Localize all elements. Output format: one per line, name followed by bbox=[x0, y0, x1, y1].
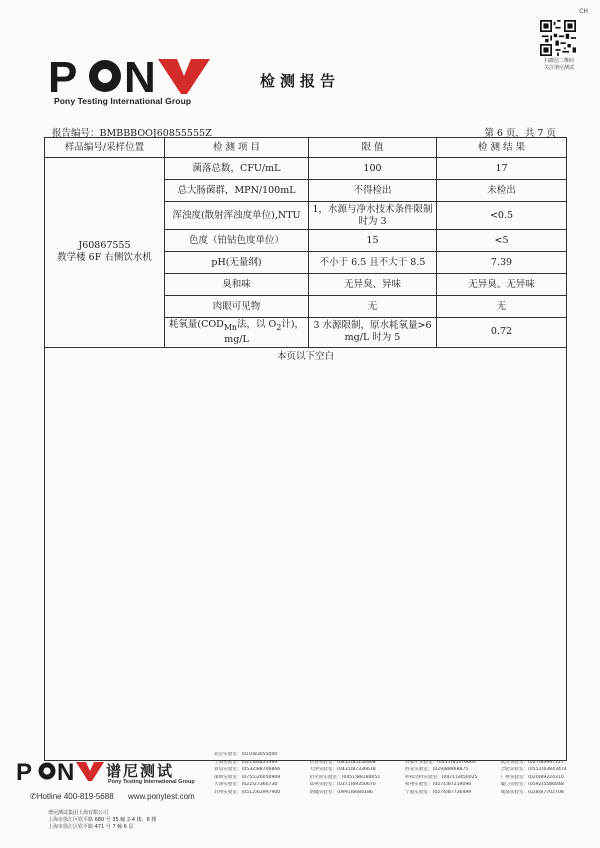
result-value: 7.39 bbox=[437, 252, 567, 274]
item-name-part: 耗氧量(COD bbox=[168, 319, 224, 330]
header-item: 检 测 项 目 bbox=[165, 138, 309, 158]
lab-entry: 深圳实验室：(0755)26050909 bbox=[214, 774, 281, 780]
hq-line: 上海市徐汇区钦平路 471 号 7 幢 6 层 bbox=[48, 824, 134, 830]
footer-brand-cn: 谱尼测试 bbox=[106, 762, 175, 780]
headquarters-address bbox=[48, 810, 156, 831]
item-name: pH(无量纲) bbox=[165, 252, 309, 274]
sample-id: J60867555 bbox=[78, 240, 131, 252]
svg-text:N: N bbox=[57, 760, 75, 782]
lab-entry: 青岛实验室：(0532)88706866 bbox=[214, 767, 281, 773]
footer-brand-en: Pony Testing International Group bbox=[108, 779, 195, 785]
phone-icon: ✆ bbox=[30, 792, 37, 801]
lab-entry: 北京实验室：(010)83055000 bbox=[214, 752, 278, 757]
lab-entry bbox=[501, 752, 597, 758]
lab-directory bbox=[214, 752, 596, 796]
blank-remark: 本页以下空白 bbox=[45, 347, 567, 760]
footer-pony-logo bbox=[16, 760, 106, 782]
lab-entry: 哈尔滨实验室：(0451)88184651 bbox=[309, 774, 381, 780]
item-name-part: 计)，mg/L bbox=[224, 319, 305, 345]
page-indicator: 第 6 页，共 7 页 bbox=[484, 128, 556, 139]
svg-text:P: P bbox=[48, 56, 77, 96]
item-name: 肉眼可见物 bbox=[165, 296, 309, 318]
result-value: <0.5 bbox=[437, 202, 567, 230]
limit-value: 不得检出 bbox=[309, 180, 437, 202]
lab-entry: 广州实验室：(020)89224310 bbox=[500, 774, 564, 780]
lab-entry bbox=[405, 752, 501, 758]
limit-value: 无异臭、异味 bbox=[309, 274, 437, 296]
sample-cell bbox=[45, 158, 165, 348]
qr-caption-line: 关注谱尼测试 bbox=[543, 65, 574, 71]
brand-subtitle: Pony Testing International Group bbox=[54, 96, 192, 106]
lab-entry: 合肥实验室：(0551)63843474 bbox=[500, 767, 567, 773]
lab-entry: 西安实验室：(029)88968875 bbox=[405, 767, 469, 773]
corner-code: CH bbox=[579, 8, 588, 15]
lab-entry: 上海实验室：(021)64851999 bbox=[214, 759, 278, 765]
hq-line: 谱尼测试集团上海有限公司 bbox=[48, 810, 109, 816]
results-table bbox=[44, 137, 567, 761]
qr-caption bbox=[530, 58, 588, 72]
item-name: 色度（铂钴色度单位） bbox=[165, 230, 309, 252]
lab-entry: 天津实验室：(022)27360730 bbox=[214, 782, 278, 788]
hotline bbox=[30, 792, 114, 801]
result-value: 无 bbox=[437, 296, 567, 318]
hq-line: 上海市徐汇区钦平路 680 号 35 幢 2-4 楼、6 楼 bbox=[48, 817, 157, 823]
lab-entry bbox=[310, 752, 406, 758]
lab-entry: 长春实验室：(0431)85150908 bbox=[309, 759, 376, 765]
result-value: 17 bbox=[437, 158, 567, 180]
hotline-text: Hotline 400-819-5688 bbox=[36, 792, 114, 801]
limit-value: 不小于 6.5 且不大于 8.5 bbox=[309, 252, 437, 274]
header-result: 检 测 结 果 bbox=[437, 138, 567, 158]
lab-entry: 呼和浩特实验室：(0471)3450025 bbox=[405, 774, 478, 780]
website-link[interactable]: www.ponytest.com bbox=[128, 792, 195, 801]
item-name bbox=[165, 318, 309, 348]
result-value: 0.72 bbox=[437, 318, 567, 348]
lab-entry: 厦门实验室：(0592)5586048 bbox=[500, 782, 564, 788]
header-limit: 限 值 bbox=[309, 138, 437, 158]
result-value: <5 bbox=[437, 230, 567, 252]
item-name: 臭和味 bbox=[165, 274, 309, 296]
item-name: 总大肠菌群，MPN/100mL bbox=[165, 180, 309, 202]
limit-value: 1，水源与净水技术条件限制时为 3 bbox=[309, 202, 437, 230]
svg-text:P: P bbox=[16, 760, 33, 782]
svg-text:N: N bbox=[124, 56, 156, 96]
qr-caption-line: 扫微信二维码 bbox=[543, 58, 574, 64]
item-name: 菌落总数，CFU/mL bbox=[165, 158, 309, 180]
limit-value: 15 bbox=[309, 230, 437, 252]
lab-entry: 郑州实验室：(0371)69350670 bbox=[309, 782, 376, 788]
remark-row bbox=[45, 347, 567, 760]
lab-entry: 杭州实验室：(0571)87219096 bbox=[405, 782, 472, 788]
lab-entry: 成都实验室：(028)87702708 bbox=[500, 789, 564, 795]
table-header-row bbox=[45, 138, 567, 158]
lab-entry: 石家庄实验室：(0311)85376660 bbox=[405, 759, 476, 765]
item-name: 浑浊度(散射浑浊度单位),NTU bbox=[165, 202, 309, 230]
report-number: 报告编号：BMBBBOOJ60855555Z bbox=[52, 128, 212, 139]
lab-entry: 天津实验室：(0431)87336618 bbox=[309, 767, 376, 773]
sample-location: 教学楼 6F 右侧饮水机 bbox=[57, 252, 152, 264]
item-name-part: 法，以 O bbox=[237, 319, 277, 330]
header-sample: 样品编号/采样位置 bbox=[45, 138, 165, 158]
lab-entry: 武汉实验室：(027)83997127 bbox=[500, 759, 564, 765]
lab-entry: 苏州实验室：(0512)62997900 bbox=[214, 789, 281, 795]
table-row bbox=[45, 158, 567, 180]
item-subscript: 2 bbox=[276, 322, 282, 332]
limit-value: 100 bbox=[309, 158, 437, 180]
lab-entry: 宁波实验室：(0574)87736499 bbox=[405, 789, 472, 795]
result-value: 无异臭、无异味 bbox=[437, 274, 567, 296]
result-value: 未检出 bbox=[437, 180, 567, 202]
item-subscript: Mn bbox=[223, 322, 237, 332]
lab-entry: 新疆实验室：(0991)6684186 bbox=[309, 789, 373, 795]
qr-code-icon bbox=[540, 20, 576, 56]
limit-value: 无 bbox=[309, 296, 437, 318]
limit-value: 3 水源限制，原水耗氧量>6 mg/L 时为 5 bbox=[309, 318, 437, 348]
report-title: 检测报告 bbox=[259, 72, 340, 90]
